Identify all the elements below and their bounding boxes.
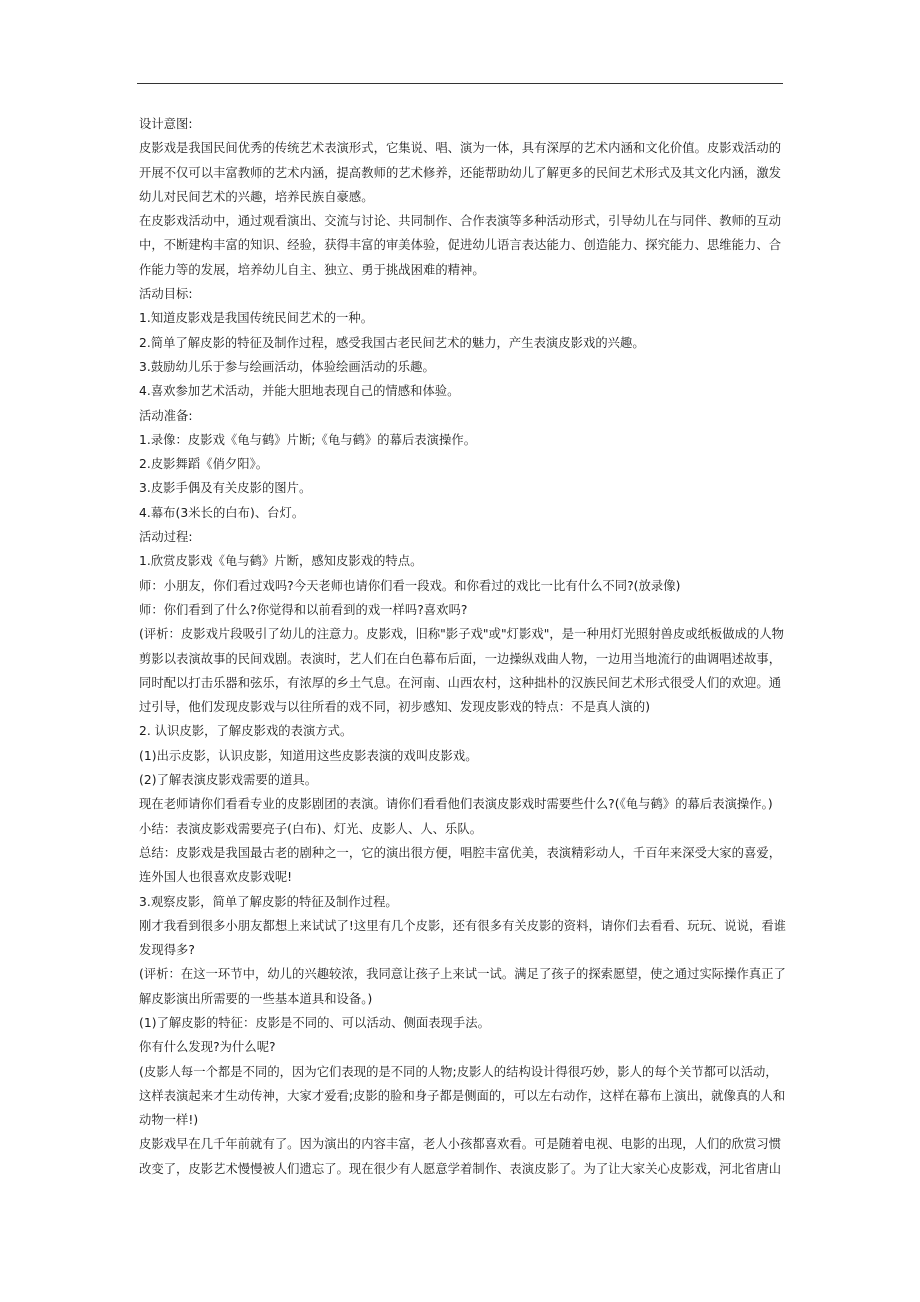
- text-line: 2.简单了解皮影的特征及制作过程，感受我国古老民间艺术的魅力，产生表演皮影戏的兴趣。: [139, 335, 645, 350]
- text-line: 作能力等的发展，培养幼儿自主、独立、勇于挑战困难的精神。: [139, 262, 485, 277]
- text-line: 动物一样!): [139, 1113, 199, 1128]
- text-line: (2)了解表演皮影戏需要的道具。: [139, 773, 318, 788]
- text-line: (评析：在这一环节中，幼儿的兴趣较浓，我同意让孩子上来试一试。满足了孩子的探索愿望，使之通过实际操作真正了: [139, 967, 786, 982]
- text-line: 你有什么发现?为什么呢?: [139, 1040, 276, 1055]
- text-line: 师：小朋友，你们看过戏吗?今天老师也请你们看一段戏。和你看过的戏比一比有什么不同?(放录像): [139, 578, 681, 593]
- text-line: 师：你们看到了什么?你觉得和以前看到的戏一样吗?喜欢吗?: [139, 602, 468, 617]
- text-line: 幼儿对民间艺术的兴趣，培养民族自豪感。: [139, 189, 374, 204]
- text-line: (1)出示皮影，认识皮影，知道用这些皮影表演的戏叫皮影戏。: [139, 748, 478, 763]
- text-line: 3.观察皮影，简单了解皮影的特征及制作过程。: [139, 894, 398, 909]
- text-line: 1.录像：皮影戏《龟与鹤》片断;《龟与鹤》的幕后表演操作。: [139, 432, 477, 447]
- document-body: [139, 112, 787, 1181]
- text-line: (皮影人每一个都是不同的，因为它们表现的是不同的人物;皮影人的结构设计得很巧妙，影人的每个关节都可以活动，: [139, 1064, 778, 1079]
- text-line: 2. 认识皮影，了解皮影戏的表演方式。: [139, 724, 353, 739]
- text-line: 这样表演起来才生动传神，大家才爱看;皮影的脸和身子都是侧面的，可以左右动作，这样在幕布上演出，就像真的人和: [139, 1088, 786, 1103]
- text-line: 发现得多?: [139, 943, 195, 958]
- text-line: 现在老师请你们看看专业的皮影剧团的表演。请你们看看他们表演皮影戏时需要些什么?(《龟与鹤》的幕后表演操作。): [139, 797, 773, 812]
- text-line: 2.皮影舞蹈《俏夕阳》。: [139, 457, 269, 472]
- text-line: 3.皮影手偶及有关皮影的图片。: [139, 481, 312, 496]
- text-line: 皮影戏是我国民间优秀的传统艺术表演形式，它集说、唱、演为一体，具有深厚的艺术内涵和文化价值。皮影戏活动的: [139, 141, 782, 156]
- header-divider: [137, 83, 783, 84]
- section-heading: 活动过程:: [139, 530, 193, 545]
- text-line: 改变了，皮影艺术慢慢被人们遗忘了。现在很少有人愿意学着制作、表演皮影了。为了让大家关心皮影戏，河北省唐山: [139, 1161, 782, 1176]
- text-line: 在皮影戏活动中，通过观看演出、交流与讨论、共同制作、合作表演等多种活动形式，引导幼儿在与同伴、教师的互动: [139, 214, 782, 229]
- text-line: 小结：表演皮影戏需要亮子(白布)、灯光、皮影人、人、乐队。: [139, 821, 483, 836]
- text-line: 过引导，他们发现皮影戏与以往所看的戏不同，初步感知、发现皮影戏的特点：不是真人演的): [139, 700, 651, 715]
- text-line: (评析：皮影戏片段吸引了幼儿的注意力。皮影戏，旧称"影子戏"或"灯影戏"，是一种用灯光照射兽皮或纸板做成的人物: [139, 627, 785, 642]
- text-line: 剪影以表演故事的民间戏剧。表演时，艺人们在白色幕布后面，一边操纵戏曲人物，一边用当地流行的曲调唱述故事，: [139, 651, 782, 666]
- text-line: 同时配以打击乐器和弦乐，有浓厚的乡土气息。在河南、山西农村，这种拙朴的汉族民间艺术形式很受人们的欢迎。通: [139, 675, 782, 690]
- text-line: 4.喜欢参加艺术活动，并能大胆地表现自己的情感和体验。: [139, 384, 460, 399]
- text-line: 1.欣赏皮影戏《龟与鹤》片断，感知皮影戏的特点。: [139, 554, 423, 569]
- text-line: 刚才我看到很多小朋友都想上来试试了!这里有几个皮影，还有很多有关皮影的资料，请你们去看看、玩玩、说说，看谁: [139, 918, 787, 933]
- section-heading: 设计意图:: [139, 117, 193, 131]
- section-heading: 活动准备:: [139, 408, 193, 423]
- text-line: 3.鼓励幼儿乐于参与绘画活动，体验绘画活动的乐趣。: [139, 359, 435, 374]
- text-line: 连外国人也很喜欢皮影戏呢!: [139, 870, 293, 885]
- text-line: 1.知道皮影戏是我国传统民间艺术的一种。: [139, 311, 374, 326]
- text-line: 开展不仅可以丰富教师的艺术内涵，提高教师的艺术修养，还能帮助幼儿了解更多的民间艺术形式及其文化内涵，激发: [139, 165, 782, 180]
- text-line: (1)了解皮影的特征：皮影是不同的、可以活动、侧面表现手法。: [139, 1015, 490, 1030]
- text-line: 4.幕布(3米长的白布)、台灯。: [139, 505, 305, 520]
- text-line: 皮影戏早在几千年前就有了。因为演出的内容丰富，老人小孩都喜欢看。可是随着电视、电影的出现，人们的欣赏习惯: [139, 1137, 782, 1152]
- text-line: 解皮影演出所需要的一些基本道具和设备。): [139, 991, 373, 1006]
- text-line: 中，不断建构丰富的知识、经验，获得丰富的审美体验，促进幼儿语言表达能力、创造能力、探究能力、思维能力、合: [139, 238, 782, 253]
- section-heading: 活动目标:: [139, 287, 193, 302]
- text-line: 总结：皮影戏是我国最古老的剧种之一，它的演出很方便，唱腔丰富优美，表演精彩动人，千百年来深受大家的喜爱，: [139, 845, 782, 860]
